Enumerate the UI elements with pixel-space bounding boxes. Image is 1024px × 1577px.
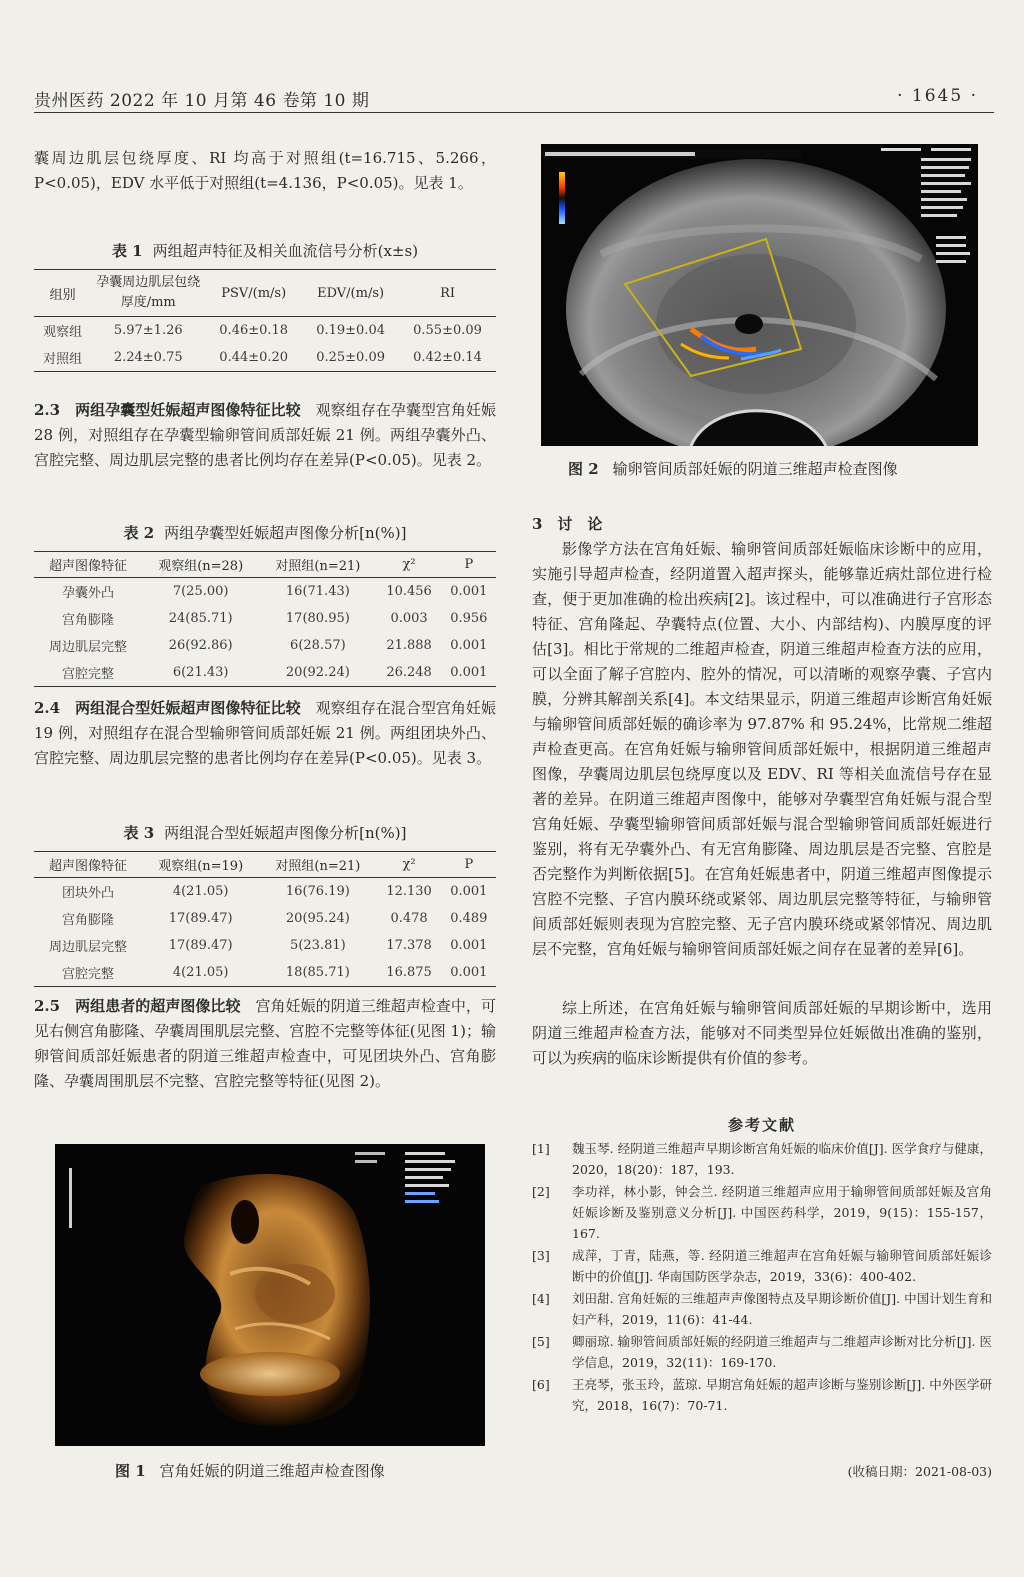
section-heading: 2.5 两组患者的超声图像比较	[34, 997, 241, 1015]
section-heading: 2.4 两组混合型妊娠超声图像特征比较	[34, 699, 301, 717]
figure-2-ultrasound-image	[541, 144, 978, 446]
table-cell: 0.19±0.04	[316, 323, 385, 338]
table-cell: 5.97±1.26	[113, 323, 183, 338]
table-row: 宫腔完整 4(21.05) 18(85.71) 16.875 0.001	[34, 959, 496, 987]
table-header: χ²	[376, 552, 441, 578]
section-body: 宫角妊娠的阴道三维超声检查中，可见右侧宫角膨隆、孕囊周围肌层完整、宫腔不完整等体征(见图 1)；输卵管间质部妊娠患者的阴道三维超声检查中，可见团块外凸、宫角膨隆、孕囊周围肌层不完整、宫腔完整等特征(见图 2)。	[34, 997, 496, 1090]
table-header: χ²	[376, 852, 441, 878]
section-3-heading: 3 讨 论	[532, 515, 603, 533]
figure-2-caption: 图 2 输卵管间质部妊娠的阴道三维超声检查图像	[568, 460, 898, 478]
table-header: 观察组(n=28)	[142, 552, 259, 578]
table-header: P	[442, 852, 496, 878]
section-body: 观察组存在孕囊型宫角妊娠 28 例，对照组存在孕囊型输卵管间质部妊娠 21 例。两组孕囊外凸、宫腔完整、周边肌层完整的患者比例均存在差异(P<0.05)。见表 2。	[34, 401, 496, 469]
reference-item: [1] 魏玉琴. 经阴道三维超声早期诊断宫角妊娠的临床价值[J]. 医学食疗与健康，2020，18(20)：187，193.	[532, 1141, 992, 1177]
figure-1-ultrasound-image	[55, 1144, 485, 1446]
received-date: (收稿日期：2021-08-03)	[847, 1464, 992, 1479]
section-2-3	[34, 398, 496, 473]
table-row: 周边肌层完整 17(89.47) 5(23.81) 17.378 0.001	[49, 938, 488, 955]
figure-1-caption: 图 1 宫角妊娠的阴道三维超声检查图像	[115, 1462, 385, 1480]
table-cell: 0.44±0.20	[205, 344, 302, 372]
table-3-title: 表 3 两组混合型妊娠超声图像分析[n(%)]	[123, 824, 407, 842]
table-cell: 0.25±0.09	[302, 344, 399, 372]
discussion-paragraph-2: 综上所述，在宫角妊娠与输卵管间质部妊娠的早期诊断中，选用阴道三维超声检查方法，能够对不同类型异位妊娠做出准确的鉴别，可以为疾病的临床诊断提供有价值的参考。	[532, 999, 992, 1067]
section-body: 观察组存在混合型宫角妊娠 19 例，对照组存在混合型输卵管间质部妊娠 21 例。两组团块外凸、宫腔完整、周边肌层完整的患者比例均存在差异(P<0.05)。见表 3。	[34, 699, 496, 767]
table-header: 观察组(n=19)	[142, 852, 259, 878]
table-cell: 观察组	[43, 325, 83, 340]
table-2-grid	[34, 551, 496, 687]
table-cell: 对照组	[34, 344, 91, 372]
table-header: EDV/(m/s)	[302, 270, 399, 317]
table-header: 超声图像特征	[34, 552, 142, 578]
table-3-grid	[34, 851, 496, 987]
table-row: 宫角膨隆 17(89.47) 20(95.24) 0.478 0.489	[62, 911, 488, 928]
reference-item: [6] 王亮琴，张玉玲，蓝琼. 早期宫角妊娠的超声诊断与鉴别诊断[J]. 中外医学研究，2018，16(7)：70-71.	[532, 1377, 992, 1413]
table-header: 组别	[34, 270, 91, 317]
table-row: 宫角膨隆 24(85.71) 17(80.95) 0.003 0.956	[62, 611, 488, 628]
table-header: 超声图像特征	[34, 852, 142, 878]
table-header: 孕囊周边肌层包绕厚度/mm	[91, 270, 205, 317]
reference-item: [2] 李功祥，林小影，钟会兰. 经阴道三维超声应用于输卵管间质部妊娠及宫角妊娠诊断及鉴别意义分析[J]. 中国医药科学，2019，9(15)：155-157，167.	[532, 1184, 992, 1241]
reference-list	[532, 1138, 992, 1417]
reference-item: [4] 刘田甜. 宫角妊娠的三维超声声像图特点及早期诊断价值[J]. 中国计划生育和妇产科，2019，11(6)：41-44.	[532, 1291, 992, 1327]
table-row	[34, 344, 496, 372]
table-header: RI	[399, 270, 496, 317]
table-1-grid	[34, 269, 496, 372]
table-row	[34, 317, 496, 345]
section-2-5	[34, 994, 496, 1094]
table-row: 宫腔完整 6(21.43) 20(92.24) 26.248 0.001	[34, 659, 496, 687]
table-row: 孕囊外凸 7(25.00) 16(71.43) 10.456 0.001	[62, 584, 488, 601]
discussion-paragraph-1: 影像学方法在宫角妊娠、输卵管间质部妊娠临床诊断中的应用，实施引导超声检查，经阴道置入超声探头，能够靠近病灶部位进行检查，便于更加准确的检出疾病[2]。该过程中，可以准确进行子宫形态特征、宫角隆起、孕囊特点(位置、大小、内部结构)、内膜厚度的评估[3]。相比于常规的二维超声检查，阴道三维超声检查方法的应用，可以全面了解子宫腔内、腔外的情况，可以清晰的观察孕囊、子宫内膜，分辨其解剖关系[4]。本文结果显示，阴道三维超声诊断宫角妊娠与输卵管间质部妊娠的确诊率为 97.87% 和 95.24%，比常规二维超声检查更高。在宫角妊娠与输卵管间质部妊娠中，根据阴道三维超声图像，孕囊周边肌层包绕厚度以及 EDV、RI 等相关血流信号存在显著的差异。在阴道三维超声图像中，能够对孕囊型宫角妊娠与混合型宫角妊娠、孕囊型输卵管间质部妊娠与混合型输卵管间质部妊娠进行鉴别，将有无孕囊外凸、有无宫角膨隆、周边肌层是否完整、宫腔是否完整作为判断依据[5]。在宫角妊娠患者中，阴道三维超声图像提示宫腔不完整、子宫内膜环绕或紧邻、周边肌层完整等特征，与输卵管间质部妊娠则表现为宫腔完整、无子宫内膜环绕或紧邻情况、周边肌层不完整，宫角妊娠与输卵管间质部妊娠之间存在显著的差异[6]。	[532, 540, 992, 958]
header-rule	[34, 112, 994, 113]
table-header: PSV/(m/s)	[205, 270, 302, 317]
table-row: 周边肌层完整 26(92.86) 6(28.57) 21.888 0.001	[49, 638, 488, 655]
journal-header: 贵州医药 2022 年 10 月第 46 卷第 10 期	[34, 91, 370, 111]
table-3	[34, 822, 496, 987]
section-heading: 2.3 两组孕囊型妊娠超声图像特征比较	[34, 401, 301, 419]
table-2	[34, 522, 496, 687]
table-2-title: 表 2 两组孕囊型妊娠超声图像分析[n(%)]	[123, 524, 407, 542]
table-1	[34, 240, 496, 372]
table-cell: 0.55±0.09	[413, 323, 482, 338]
intro-paragraph: 囊周边肌层包绕厚度、RI 均高于对照组(t=16.715、5.266，P<0.05)，EDV 水平低于对照组(t=4.136，P<0.05)。见表 1。	[34, 149, 496, 192]
page-number: · 1645 ·	[897, 86, 978, 106]
reference-item: [3] 成萍，丁青，陆燕，等. 经阴道三维超声在宫角妊娠与输卵管间质部妊娠诊断中的价值[J]. 华南国防医学杂志，2019，33(6)：400-402.	[532, 1248, 992, 1284]
section-2-4	[34, 696, 496, 771]
reference-item: [5] 卿丽琼. 输卵管间质部妊娠的经阴道三维超声与二维超声诊断对比分析[J]. 医学信息，2019，32(11)：169-170.	[532, 1334, 992, 1370]
table-header: P	[442, 552, 496, 578]
table-cell: 0.42±0.14	[399, 344, 496, 372]
table-header: 对照组(n=21)	[259, 852, 376, 878]
table-cell: 2.24±0.75	[91, 344, 205, 372]
table-row: 团块外凸 4(21.05) 16(76.19) 12.130 0.001	[62, 884, 488, 901]
table-header: 对照组(n=21)	[259, 552, 376, 578]
table-cell: 0.46±0.18	[219, 323, 289, 338]
table-1-title: 表 1 两组超声特征及相关血流信号分析(x±s)	[111, 242, 419, 260]
references-title: 参考文献	[727, 1116, 796, 1134]
